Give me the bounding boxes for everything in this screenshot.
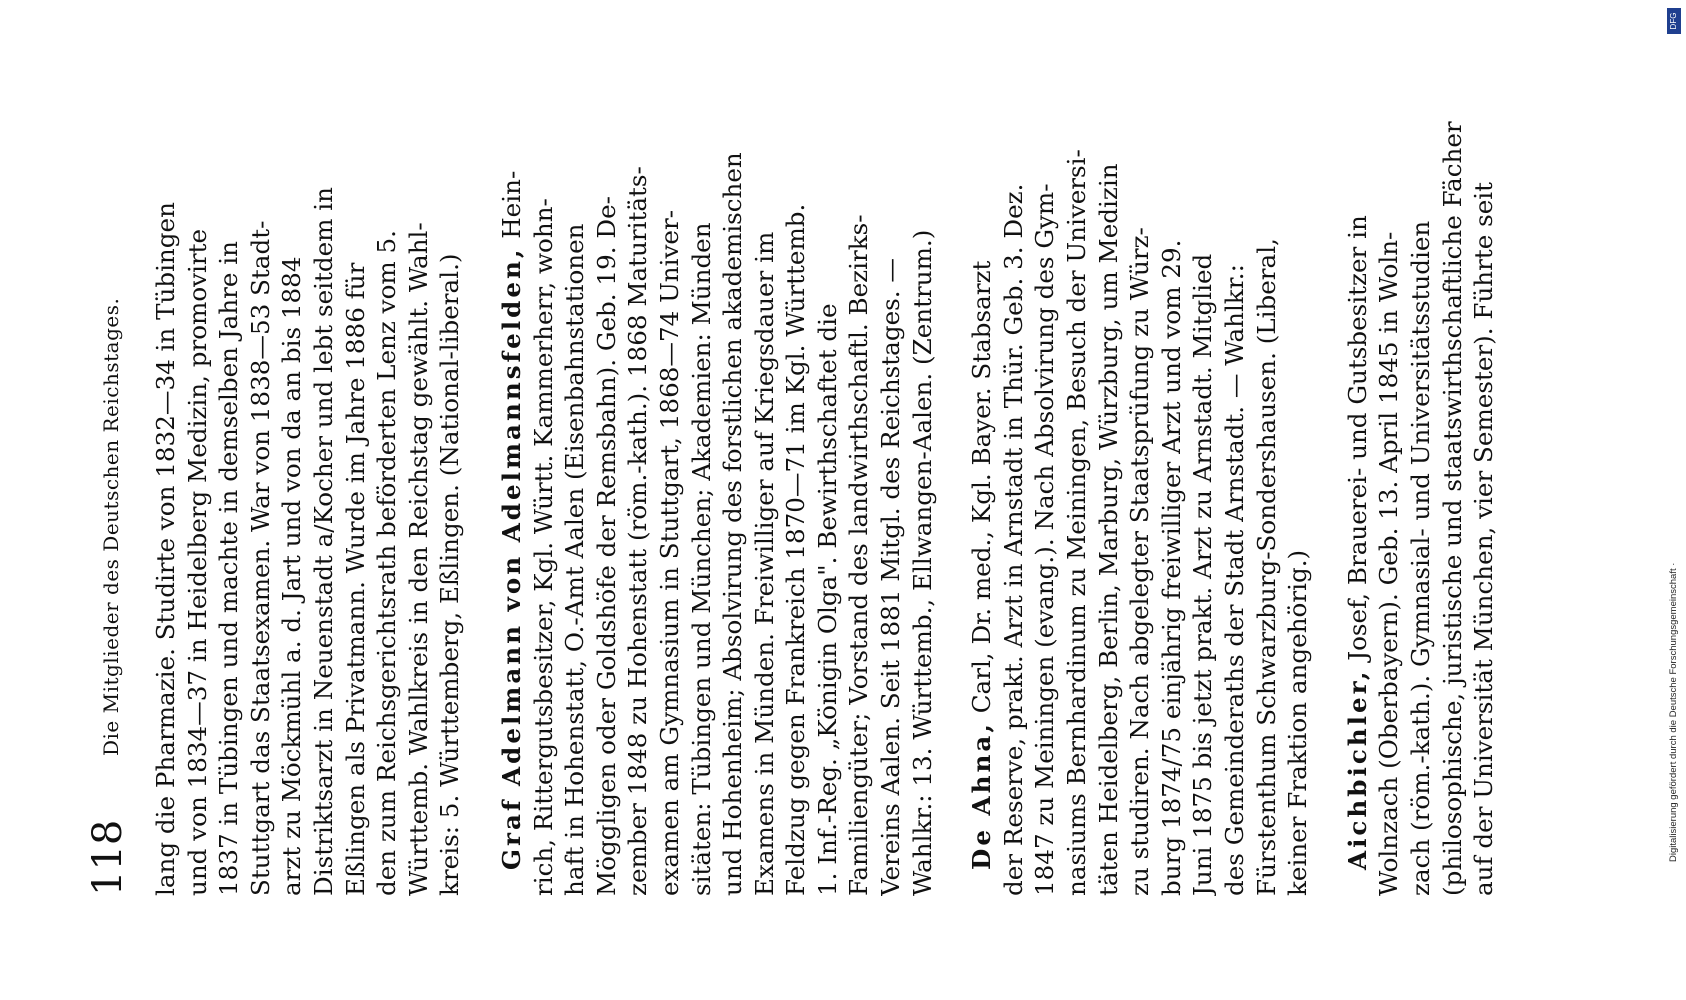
text-line: Carl, Dr. med., Kgl. Bayer. Stabsarzt (967, 260, 997, 722)
text-line: Familiengüter; Vorstand des landwirthschaftl. Bezirks- (844, 214, 874, 896)
entry-name: Aichbichler, (1342, 668, 1372, 870)
page-number: 118 (85, 819, 131, 896)
digitization-note-text: Digitalisierung gefördert durch die Deutsche Forschungsgemeinschaft · (1668, 562, 1679, 862)
entry-de-ahna (966, 96, 1314, 896)
text-line: zember 1848 zu Hohenstatt (röm.-kath.). 1868 Maturitäts- (623, 166, 653, 896)
text-line: burg 1874/75 einjährig freiwilliger Arzt und vom 29. (1156, 239, 1186, 896)
text-line: nasiums Bernhardinum zu Meiningen, Besuch der Universi- (1062, 149, 1092, 896)
text-line: keiner Fraktion angehörig.) (1283, 549, 1313, 896)
text-line: zu studiren. Nach abgelegter Staatsprüfung zu Würz- (1125, 227, 1155, 896)
entry-name: Graf Adelmann von Adelmannsfelden, (496, 246, 526, 870)
text-line: Distriktsarzt in Neuenstadt a/Kocher und lebt seitdem in (308, 186, 338, 896)
dfg-logo-text: DFG (1669, 12, 1678, 30)
text-line: (philosophische, juristische und staatswirthschaftliche Fächer (1437, 121, 1467, 896)
text-line: Wahlkr.: 13. Württemb., Ellwangen-Aalen. (Zentrum.) (907, 229, 937, 896)
entry-first-line (1342, 96, 1374, 896)
text-line: den zum Reichsgerichtsrath beförderten Lenz vom 5. (372, 230, 402, 896)
text-line: Wolnzach (Oberbayern). Geb. 13. April 1845 in Woln- (1374, 231, 1404, 896)
text-line: kreis: 5. Württemberg, Eßlingen. (National-liberal.) (435, 253, 465, 896)
text-line: des Gemeinderaths der Stadt Arnstadt. — Wahlkr.: (1220, 264, 1249, 896)
entry-adelmann (496, 96, 938, 896)
text-line: examen am Gymnasium in Stuttgart, 1868—74 Univer- (654, 209, 684, 896)
text-line: Vereins Aalen. Seit 1881 Mitgl. des Reichstages. — (876, 258, 906, 896)
text-line: auf der Universität München, vier Semester). Führte seit (1469, 181, 1499, 896)
text-line: sitäten: Tübingen und München; Akademien: Münden (686, 222, 716, 896)
entry-aichbichler (1342, 96, 1500, 896)
text-line: und Hohenheim; Absolvirung des forstlichen akademischen (718, 152, 748, 896)
text-line: Juni 1875 bis jetzt prakt. Arzt zu Arnstadt. Mitglied (1188, 253, 1218, 896)
text-line: zach (röm.-kath.). Gymnasial- und Universitätsstudien (1405, 220, 1435, 896)
text-line: rich, Rittergutsbesitzer, Kgl. Württ. Kammerherr, wohn- (528, 198, 558, 896)
text-line: Hein- (496, 170, 526, 247)
text-line: Württemb. Wahlkreis in den Reichstag gewählt. Wahl- (403, 222, 433, 896)
text-line: Stuttgart das Staatsexamen. War von 1838—53 Stadt- (245, 220, 275, 896)
text-line: lang die Pharmazie. Studirte von 1832—34 in Tübingen (151, 202, 180, 896)
digitization-note (1667, 500, 1686, 1000)
running-head-title: Die Mitglieder des Deutschen Reichstages. (99, 297, 123, 756)
text-line: und von 1834—37 in Heidelberg Medizin, promovirte (182, 228, 212, 896)
text-line: Feldzug gegen Frankreich 1870—71 im Kgl. Württemb. (781, 203, 811, 896)
text-line: Fürstenthum Schwarzburg-Sondershausen. (Liberal, (1251, 238, 1281, 896)
text-line: Examens in Münden. Freiwilliger auf Kriegsdauer im (749, 231, 779, 896)
dfg-logo (1667, 8, 1681, 34)
entry-name: De Ahna, (967, 721, 997, 870)
text-line: 1. Inf.-Reg. „Königin Olga". Bewirthschaftet die (812, 303, 842, 896)
text-line: haft in Hohenstatt, O.-Amt Aalen (Eisenbahnstationen (560, 223, 590, 896)
text-line: der Reserve, prakt. Arzt in Arnstadt in Thür. Geb. 3. Dez. (998, 183, 1028, 896)
text-line: Eßlingen als Privatmann. Wurde im Jahre 1886 für (340, 262, 370, 896)
paragraph-continuation (150, 96, 466, 896)
text-line: Josef, Brauerei- und Gutsbesitzer in (1342, 215, 1372, 669)
entry-first-line (966, 96, 998, 896)
text-line: arzt zu Möckmühl a. d. Jart und von da an bis 1884 (277, 256, 307, 896)
text-line: Möggligen oder Goldshöfe der Remsbahn). Geb. 19. De- (591, 196, 621, 896)
running-head (78, 96, 138, 896)
text-line: 1847 zu Meiningen (evang.). Nach Absolvirung des Gym- (1030, 183, 1060, 896)
entry-first-line (496, 96, 528, 896)
text-line: täten Heidelberg, Berlin, Marburg, Würzburg, um Medizin (1093, 163, 1123, 896)
text-line: 1837 in Tübingen und machte in demselben Jahre in (214, 240, 244, 896)
body-text (150, 96, 1528, 896)
